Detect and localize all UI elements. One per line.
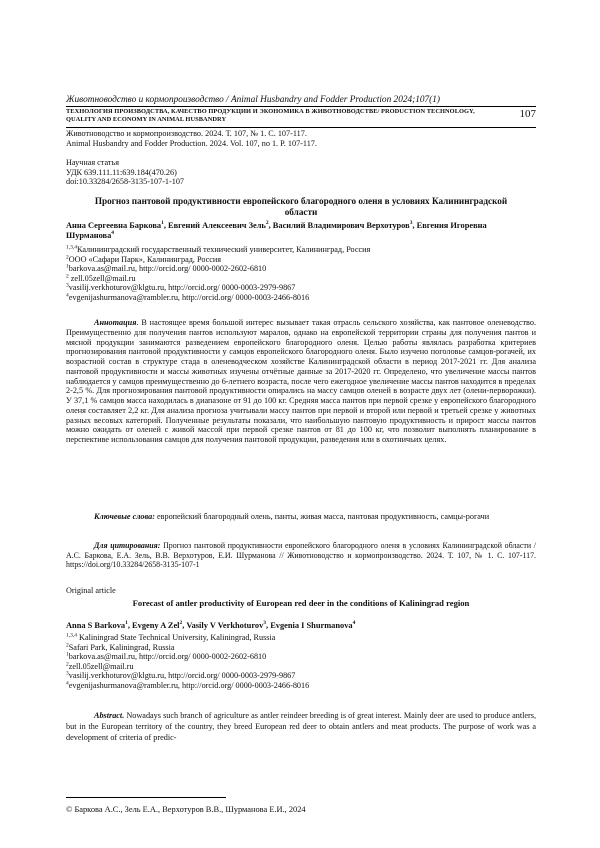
affiliation-line: $^2$ zell.05zell@mail.ru bbox=[66, 273, 136, 283]
affiliation-line: $^4$evgenijashurmanova@rambler.ru, http://orcid.org/ 0000-0003-2466-8016 bbox=[66, 292, 310, 302]
author-name: Анна Сергеевна Баркова bbox=[66, 221, 162, 230]
udk: УДК 639.111.11:639.184(470.26) bbox=[66, 167, 177, 177]
affiliation-line: $^{1,3,4}$ Kaliningrad State Technical University, Kaliningrad, Russia bbox=[66, 632, 276, 642]
author-name: Anna S Barkova bbox=[66, 621, 126, 630]
footnote-rule bbox=[66, 797, 226, 798]
affiliations-en bbox=[66, 633, 536, 691]
keywords-text: европейский благородный олень, панты, живая масса, пантовая продуктивность, самцы-рогачи bbox=[154, 512, 490, 521]
for-citation-label: Для цитирования: bbox=[94, 541, 161, 550]
abstract-ru bbox=[66, 318, 536, 445]
affiliation-line: $^2$zell.05zell@mail.ru bbox=[66, 661, 134, 671]
journal-citation bbox=[66, 129, 317, 148]
doi: doi:10.33284/2658-3135-107-1-107 bbox=[66, 177, 185, 187]
affiliation-line: $^1$barkova.as@mail.ru, http://orcid.org/ 0000-0002-2602-6810 bbox=[66, 651, 267, 662]
keywords-label: Ключевые слова: bbox=[94, 512, 155, 521]
header-rule bbox=[66, 106, 536, 107]
author-name: Евгения Игоревна Шурманова bbox=[66, 221, 487, 240]
abstract-label: Abstract. bbox=[94, 711, 125, 720]
abstract-en bbox=[66, 710, 536, 744]
affiliation-line: $^2$ООО «Сафари Парк», Калининград, Россия bbox=[66, 253, 222, 264]
affiliations-ru bbox=[66, 245, 536, 303]
affiliation-line: $^{1,3,4}$Калининградский государственный технический университет, Калининград, Россия bbox=[66, 244, 371, 254]
affiliation-line: $^3$vasilij.verkhoturov@klgtu.ru, http://orcid.org/ 0000-0003-2979-9867 bbox=[66, 282, 296, 293]
author-name: Евгений Алексеевич Зель bbox=[168, 221, 266, 230]
author-name: Evgenia I Shurmanova bbox=[270, 621, 353, 630]
article-type: Научная статья bbox=[66, 158, 119, 167]
journal-running-title: Животноводство и кормопроизводство / Animal Husbandry and Fodder Production 2024;107(1) bbox=[66, 95, 441, 105]
author-name: Василий Владимирович Верхотуров bbox=[272, 221, 410, 230]
page-number: 107 bbox=[519, 108, 536, 120]
keywords-ru bbox=[66, 512, 536, 522]
for-citation-text: Прогноз пантовой продуктивности европейского благородного оленя в условиях Калининградской области / А.С. Баркова, Е.А. Зель, В.В. Верхотуров, Е.И. Шурманова // Животноводство и кормопроизводство. 2024. Т. 107, № 1. С. 107-117. https://doi.org/10.33284/2658-3135-107-1 bbox=[66, 541, 536, 570]
journal-section: ТЕХНОЛОГИЯ ПРОИЗВОДСТВА, КАЧЕСТВО ПРОДУКЦИИ И ЭКОНОМИКА В ЖИВОТНОВОДСТВЕ/ PRODUCTION TECHNOLOGY, QUALITY AND ECONOMY IN ANIMAL HUSBANDRY bbox=[66, 108, 475, 123]
copyright: © Баркова А.С., Зель Е.А., Верхотуров В.В., Шурманова Е.И., 2024 bbox=[66, 805, 306, 814]
article-meta bbox=[66, 158, 184, 187]
header-rule-bottom bbox=[66, 127, 536, 128]
article-title-en: Forecast of antler productivity of European red deer in the conditions of Kaliningrad region bbox=[132, 598, 470, 608]
citation-ru: Животноводство и кормопроизводство. 2024. Т. 107, № 1. С. 107-117. bbox=[66, 129, 307, 138]
affiliation-line: $^1$barkova.as@mail.ru, http://orcid.org/ 0000-0002-2602-6810 bbox=[66, 263, 267, 274]
abstract-text: Nowadays such branch of agriculture as antler reindeer breeding is of great interest. Mainly deer are used to produce antlers, but in the European territory of the country, they breed European red deer to obtain antlers and meat products. The purpose of work was a development of criteria of predic- bbox=[66, 711, 536, 743]
authors-ru: Анна Сергеевна Баркова$^1$, Евгений Алексеевич Зель$^2$, Василий Владимирович Верхотуров$^3$, Евгения Игоревна Шурманова$^4$ bbox=[66, 220, 487, 240]
abstract-text: . В настоящее время большой интерес вызывает такая отрасль сельского хозяйства, как пантовое оленеводство. Преимущественно для получения пантов используют маралов, однако на европейской территории страны для получения пантов и мясной продукции занимаются разведением европейского благородного оленя. Целью работы являлась разработка критериев прогнозирования пантовой продуктивности у самцов европейского благородного оленя. Было изучено поголовье самцов-рогачей, их возрастной состав в структуре стада в оленеводческом хозяйстве Калининградской области в период 2017-2021 гг. Для анализа пантовой продуктивности и массы животных изучены отчётные данные за 2017-2020 гг. Определено, что увеличение массы пантов наблюдается у самцов преимущественно до 6-летнего возраста, после чего ежегодное увеличение массы пантов находится в пределах 2-2,5 %. Для прогнозирования пантовой продуктивности опирались на массу самцов оленей в возрасте двух лет (олени-перворожки). У 37,1 % самцов масса находилась в диапазоне от 91 до 100 кг. Средняя масса пантов при первой срезке у европейского благородного оленя составляет 2,2 кг. Для анализа прогноза учитывали массу пантов при первой и второй или первой и третьей срезке у животных разных весовых категорий. Полученные результаты показали, что наибольшую пантовую продуктивность и прирост массы пантов можно ожидать от оленей с живой массой при первой срезке пантов от 81 до 100 кг, что позволит выполнять планирование в перспективе использования самцов для получения пантовой продукции, разведения или в охотничьих целях. bbox=[66, 318, 536, 444]
authors-en: Anna S Barkova$^1$, Evgeny A Zel$^2$, Vasily V Verkhoturov$^3$, Evgenia I Shurmanova$^4$ bbox=[66, 620, 356, 630]
affiliation-line: $^4$evgenijashurmanova@rambler.ru, http://orcid.org/ 0000-0003-2466-8016 bbox=[66, 680, 310, 690]
citation-en: Animal Husbandry and Fodder Production. 2024. Vol. 107, no 1. P. 107-117. bbox=[66, 138, 317, 148]
for-citation bbox=[66, 541, 536, 570]
author-name: Evgeny A Zel bbox=[132, 621, 180, 630]
author-name: Vasily V Verkhoturov bbox=[186, 621, 264, 630]
abstract-label: Аннотация bbox=[94, 318, 137, 327]
affiliation-line: $^2$Safari Park, Kaliningrad, Russia bbox=[66, 641, 175, 652]
article-title-ru: Прогноз пантовой продуктивности европейского благородного оленя в условиях Калининградской области bbox=[94, 196, 508, 217]
article-type-en: Original article bbox=[66, 586, 116, 595]
affiliation-line: $^3$vasilij.verkhoturov@klgtu.ru, http://orcid.org/ 0000-0003-2979-9867 bbox=[66, 670, 296, 681]
